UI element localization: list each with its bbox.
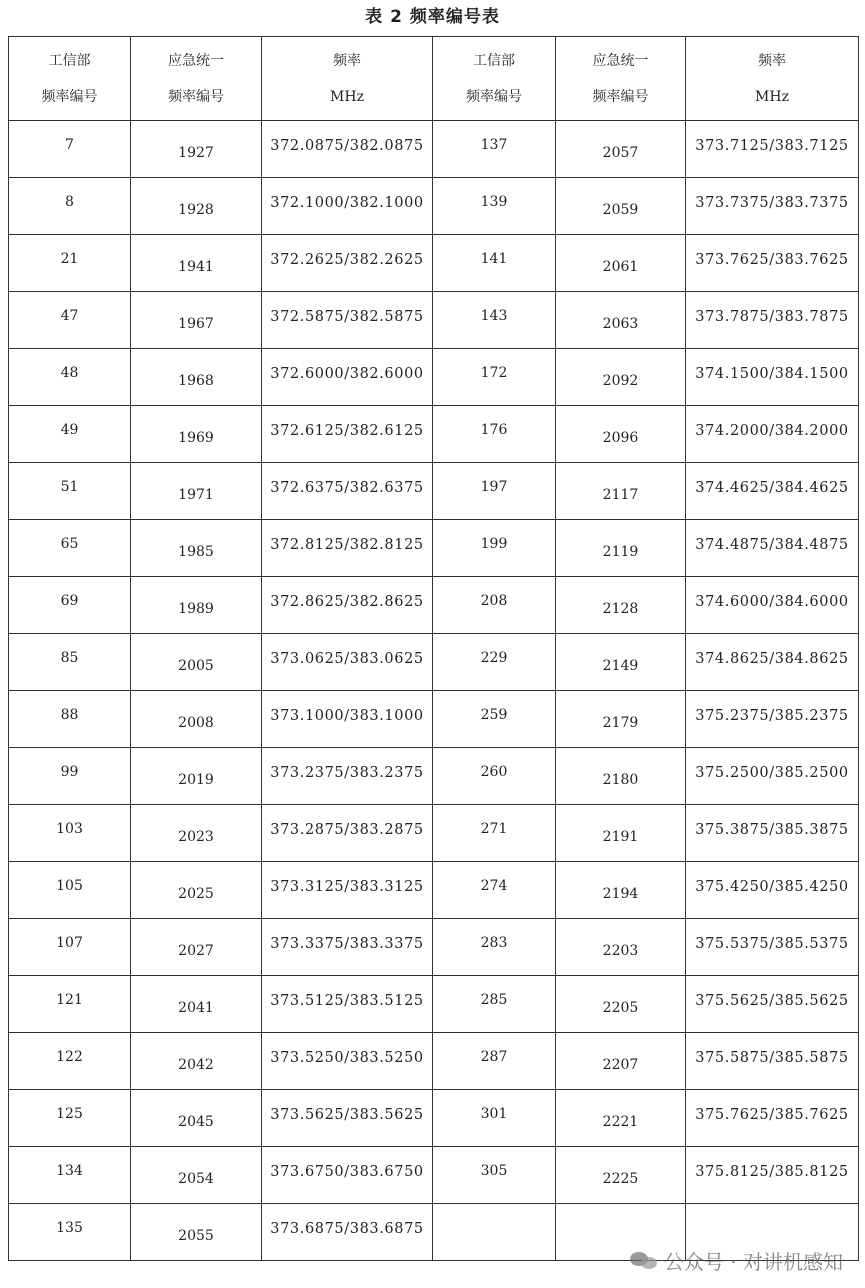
table-cell [556,349,686,406]
column-header [686,37,859,121]
table-cell [131,748,262,805]
table-cell [9,178,131,235]
table-cell [433,178,556,235]
cell-value: 373.7625/383.7625 [695,252,849,268]
table-cell [262,1090,433,1147]
table-cell [433,577,556,634]
table-cell [686,691,859,748]
table-cell [131,121,262,178]
cell-value: 2025 [178,886,214,902]
cell-value: 2055 [178,1228,214,1244]
cell-value: 122 [56,1049,83,1065]
table-cell [433,805,556,862]
header-line: 工信部 [48,52,91,69]
cell-value: 372.8125/382.8125 [270,537,424,553]
table-cell [9,1147,131,1204]
cell-value: 69 [60,593,79,609]
cell-value: 2179 [602,715,639,731]
cell-value: 373.6750/383.6750 [270,1164,424,1180]
cell-value: 374.8625/384.8625 [695,651,849,667]
cell-value: 287 [480,1049,508,1065]
table-cell [262,748,433,805]
table-cell [556,634,686,691]
cell-value: 199 [480,536,508,552]
table-cell [262,634,433,691]
table-cell [262,1204,433,1261]
table-cell [9,1090,131,1147]
cell-value: 1928 [178,202,214,218]
cell-value: 88 [60,707,79,723]
table-cell [131,178,262,235]
column-header [262,37,433,121]
table-cell [262,805,433,862]
cell-value: 373.6875/383.6875 [270,1221,424,1237]
table-cell [433,463,556,520]
cell-value: 208 [480,593,508,609]
cell-value: 372.0875/382.0875 [270,138,424,154]
cell-value: 1969 [178,430,214,446]
table-cell [686,748,859,805]
cell-value: 8 [65,194,74,210]
header-line: 工信部 [473,52,515,69]
cell-value: 373.2375/383.2375 [270,765,424,781]
cell-value: 141 [480,251,508,267]
table-cell [556,1033,686,1090]
cell-value: 2191 [602,829,639,845]
table-cell [9,520,131,577]
cell-value: 373.5625/383.5625 [270,1107,424,1123]
table-cell [686,805,859,862]
table-cell [686,520,859,577]
table-cell [9,634,131,691]
header-line: MHz [330,88,364,105]
table-cell [433,691,556,748]
table-cell [556,463,686,520]
table-cell [556,235,686,292]
table-row [9,406,859,463]
cell-value: 372.5875/382.5875 [270,309,424,325]
table-cell [262,1033,433,1090]
cell-value: 259 [480,707,508,723]
table-cell [9,1204,131,1261]
cell-value: 373.5125/383.5125 [270,993,424,1009]
cell-value: 134 [56,1163,83,1179]
cell-value: 2063 [602,316,639,332]
cell-value: 2117 [602,487,639,503]
table-cell [9,805,131,862]
table-cell [131,406,262,463]
table-cell [686,406,859,463]
table-cell [9,292,131,349]
cell-value: 47 [60,308,79,324]
header-line: 频率编号 [592,88,649,105]
cell-value: 372.6000/382.6000 [270,366,424,382]
cell-value: 2059 [602,202,639,218]
table-cell [433,235,556,292]
cell-value: 2005 [178,658,214,674]
table-cell [556,976,686,1033]
header-line: 频率 [333,52,361,69]
table-row [9,178,859,235]
table-cell [433,121,556,178]
table-cell [433,919,556,976]
table-cell [556,862,686,919]
cell-value: 301 [480,1106,508,1122]
table-cell [556,292,686,349]
column-header [9,37,131,121]
table-row [9,1033,859,1090]
cell-value: 1968 [178,373,214,389]
table-cell [433,1204,556,1261]
cell-value: 305 [480,1163,508,1179]
cell-value: 7 [65,137,74,153]
table-cell [9,691,131,748]
table-cell [131,577,262,634]
cell-value: 372.1000/382.1000 [270,195,424,211]
cell-value: 2061 [602,259,639,275]
table-cell [262,1147,433,1204]
watermark-text: 公众号 · 对讲机感知 [663,1249,843,1274]
table-cell [262,577,433,634]
cell-value: 375.7625/385.7625 [695,1107,849,1123]
table-cell [433,1147,556,1204]
table-cell [556,691,686,748]
table-cell [686,634,859,691]
cell-value: 373.7125/383.7125 [695,138,849,154]
cell-value: 172 [480,365,508,381]
table-cell [433,976,556,1033]
table-body [9,121,859,1261]
table-cell [433,292,556,349]
table-row [9,292,859,349]
table-cell [433,1033,556,1090]
cell-value: 373.3125/383.3125 [270,879,424,895]
table-cell [556,121,686,178]
cell-value: 176 [480,422,508,438]
cell-value: 260 [480,764,508,780]
column-header [556,37,686,121]
table-cell [9,976,131,1033]
table-cell [686,463,859,520]
table-cell [556,805,686,862]
table-row [9,463,859,520]
cell-value: 374.4875/384.4875 [695,537,849,553]
cell-value: 271 [480,821,508,837]
cell-value: 374.4625/384.4625 [695,480,849,496]
table-cell [262,349,433,406]
cell-value: 374.6000/384.6000 [695,594,849,610]
table-row [9,976,859,1033]
table-cell [9,862,131,919]
table-row [9,748,859,805]
table-row [9,805,859,862]
table-cell [131,1204,262,1261]
table-cell [131,1090,262,1147]
table-cell [9,919,131,976]
table-cell [9,577,131,634]
table-cell [262,691,433,748]
cell-value: 373.0625/383.0625 [270,651,424,667]
cell-value: 143 [480,308,508,324]
cell-value: 285 [480,992,508,1008]
cell-value: 2149 [602,658,639,674]
table-cell [433,634,556,691]
table-cell [433,406,556,463]
cell-value: 2019 [178,772,214,788]
cell-value: 1989 [178,601,214,617]
cell-value: 274 [480,878,508,894]
table-cell [556,1147,686,1204]
table-cell [686,349,859,406]
table-row [9,1204,859,1261]
header-line: 频率编号 [41,88,98,105]
cell-value: 374.1500/384.1500 [695,366,849,382]
cell-value: 2027 [178,943,214,959]
cell-value: 2221 [602,1114,639,1130]
table-cell [131,691,262,748]
header-line: 频率编号 [466,88,522,105]
table-cell [686,235,859,292]
table-cell [686,862,859,919]
cell-value: 85 [60,650,79,666]
table-cell [686,577,859,634]
cell-value: 2128 [602,601,639,617]
table-cell [262,406,433,463]
cell-value: 137 [480,137,508,153]
cell-value: 49 [60,422,79,438]
cell-value: 372.6375/382.6375 [270,480,424,496]
table-cell [131,235,262,292]
cell-value: 373.1000/383.1000 [270,708,424,724]
cell-value: 2207 [602,1057,639,1073]
cell-value: 135 [56,1220,83,1236]
cell-value: 1985 [178,544,214,560]
cell-value: 373.3375/383.3375 [270,936,424,952]
cell-value: 373.2875/383.2875 [270,822,424,838]
table-cell [686,1204,859,1261]
frequency-table [8,36,859,1261]
table-row [9,691,859,748]
cell-value: 375.4250/385.4250 [695,879,849,895]
cell-value: 375.2500/385.2500 [695,765,849,781]
cell-value: 197 [480,479,508,495]
table-cell [131,862,262,919]
cell-value: 2194 [602,886,639,902]
cell-value: 2092 [602,373,639,389]
table-cell [556,406,686,463]
table-cell [556,748,686,805]
cell-value: 372.8625/382.8625 [270,594,424,610]
cell-value: 375.5625/385.5625 [695,993,849,1009]
cell-value: 372.6125/382.6125 [270,423,424,439]
cell-value: 105 [56,878,83,894]
cell-value: 1967 [178,316,214,332]
table-cell [262,919,433,976]
table-cell [433,520,556,577]
table-cell [131,1147,262,1204]
table-cell [131,634,262,691]
cell-value: 2119 [602,544,639,560]
cell-value: 2045 [178,1114,214,1130]
table-cell [686,1033,859,1090]
table-cell [262,463,433,520]
table-cell [556,919,686,976]
column-header [433,37,556,121]
cell-value: 2054 [178,1171,214,1187]
cell-value: 283 [480,935,508,951]
table-cell [262,121,433,178]
table-cell [9,1033,131,1090]
table-cell [433,1090,556,1147]
cell-value: 51 [60,479,79,495]
cell-value: 103 [56,821,83,837]
table-cell [686,919,859,976]
cell-value: 2205 [602,1000,639,1016]
table-cell [131,805,262,862]
table-cell [433,349,556,406]
table-cell [433,862,556,919]
table-cell [262,292,433,349]
cell-value: 2057 [602,145,639,161]
table-cell [556,178,686,235]
cell-value: 1927 [178,145,214,161]
cell-value: 375.5875/385.5875 [695,1050,849,1066]
cell-value: 2041 [178,1000,214,1016]
cell-value: 48 [60,365,79,381]
table-cell [556,577,686,634]
table-cell [131,292,262,349]
cell-value: 373.7375/383.7375 [695,195,849,211]
table-cell [686,1090,859,1147]
cell-value: 2096 [602,430,639,446]
table-row [9,577,859,634]
table-cell [686,976,859,1033]
cell-value: 373.7875/383.7875 [695,309,849,325]
header-line: 频率编号 [168,88,224,105]
cell-value: 372.2625/382.2625 [270,252,424,268]
table-cell [686,121,859,178]
header-line: 应急统一 [592,52,649,69]
table-cell [686,1147,859,1204]
table-cell [556,520,686,577]
table-cell [131,463,262,520]
cell-value: 139 [480,194,508,210]
cell-value: 99 [60,764,79,780]
table-cell [262,520,433,577]
table-cell [131,976,262,1033]
cell-value: 1971 [178,487,214,503]
table-cell [262,178,433,235]
cell-value: 375.8125/385.8125 [695,1164,849,1180]
table-row [9,919,859,976]
table-cell [556,1204,686,1261]
table-cell [686,178,859,235]
cell-value: 2023 [178,829,214,845]
cell-value: 2203 [602,943,639,959]
header-line: 应急统一 [168,52,224,69]
header-line: MHz [755,88,789,105]
cell-value: 2180 [602,772,639,788]
table-cell [131,1033,262,1090]
header-line: 频率 [758,52,786,69]
table-cell [9,349,131,406]
table-cell [9,406,131,463]
column-header [131,37,262,121]
cell-value: 374.2000/384.2000 [695,423,849,439]
cell-value: 21 [60,251,79,267]
table-cell [9,121,131,178]
table-title: 表 2 频率编号表 [365,7,500,27]
table-cell [131,520,262,577]
table-row [9,634,859,691]
table-cell [9,235,131,292]
table-cell [262,976,433,1033]
table-cell [131,349,262,406]
cell-value: 121 [56,992,83,1008]
table-row [9,862,859,919]
cell-value: 373.5250/383.5250 [270,1050,424,1066]
table-cell [131,919,262,976]
header-row [9,37,859,121]
table-row [9,121,859,178]
table-cell [556,1090,686,1147]
table-row [9,1147,859,1204]
cell-value: 125 [56,1106,83,1122]
table-cell [433,748,556,805]
table-cell [686,292,859,349]
table-cell [262,862,433,919]
cell-value: 107 [56,935,83,951]
table-cell [9,748,131,805]
cell-value: 375.5375/385.5375 [695,936,849,952]
cell-value: 2042 [178,1057,214,1073]
cell-value: 229 [480,650,508,666]
table-cell [262,235,433,292]
table-row [9,1090,859,1147]
cell-value: 2008 [178,715,214,731]
table-row [9,520,859,577]
cell-value: 375.2375/385.2375 [695,708,849,724]
cell-value: 65 [60,536,79,552]
cell-value: 375.3875/385.3875 [695,822,849,838]
table-row [9,235,859,292]
table-cell [9,463,131,520]
cell-value: 1941 [178,259,214,275]
cell-value: 2225 [602,1171,639,1187]
table-row [9,349,859,406]
